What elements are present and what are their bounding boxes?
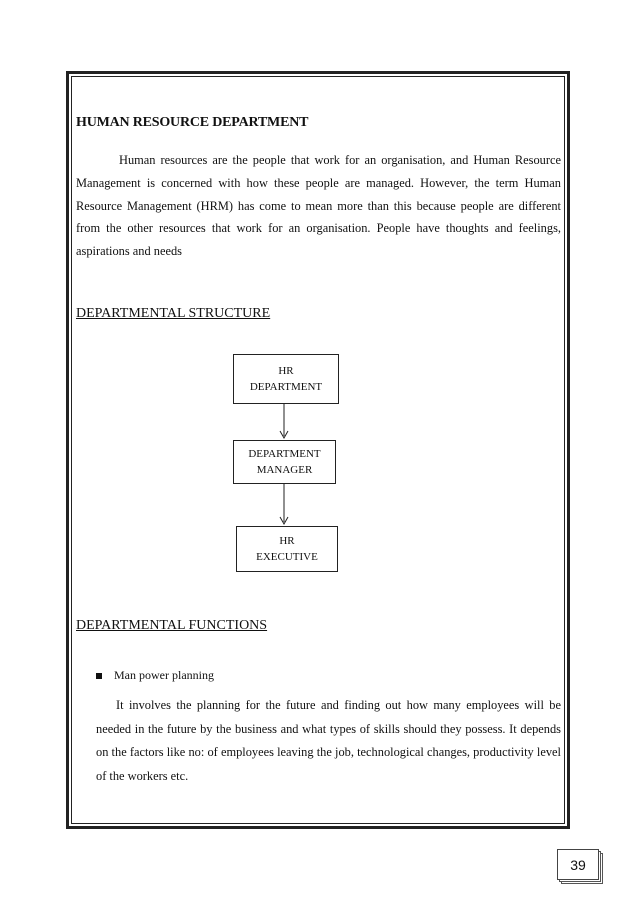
bullet-paragraph: It involves the planning for the future and finding out how many employees will be needed in the future by the business and what types of skills should they possess. It depends on the factors like no: of employees leaving the job, technological changes, productivity level of the workers etc. xyxy=(96,698,561,783)
page-number-box xyxy=(557,849,603,883)
list-item-label: Man power planning xyxy=(114,668,214,682)
org-box-label: DEPARTMENT xyxy=(249,381,323,393)
section-heading-structure: DEPARTMENTAL STRUCTURE xyxy=(76,306,271,321)
intro-paragraph: Human resources are the people that work for an organisation, and Human Resource Management is concerned with how these people are managed. However, the term Human Resource Management (HRM) has come to mean more than this because people are different from the other resources that work for an organisation. People have thoughts and feelings, aspirations and needs xyxy=(76,153,561,259)
org-box-label: EXECUTIVE xyxy=(256,551,318,563)
square-bullet-icon xyxy=(96,673,102,679)
org-box-hr-executive xyxy=(236,526,338,572)
page-number: 39 xyxy=(557,849,599,880)
org-box-department-manager xyxy=(233,440,336,484)
section-heading-hr-department: HUMAN RESOURCE DEPARTMENT xyxy=(76,115,309,130)
list-item xyxy=(96,668,214,683)
org-box-label: MANAGER xyxy=(256,464,313,476)
org-box-label: DEPARTMENT xyxy=(248,448,321,460)
org-box-hr-department xyxy=(233,354,339,404)
org-box-label: HR xyxy=(279,535,295,547)
org-box-label: HR xyxy=(278,365,294,377)
section-heading-functions: DEPARTMENTAL FUNCTIONS xyxy=(76,618,268,633)
